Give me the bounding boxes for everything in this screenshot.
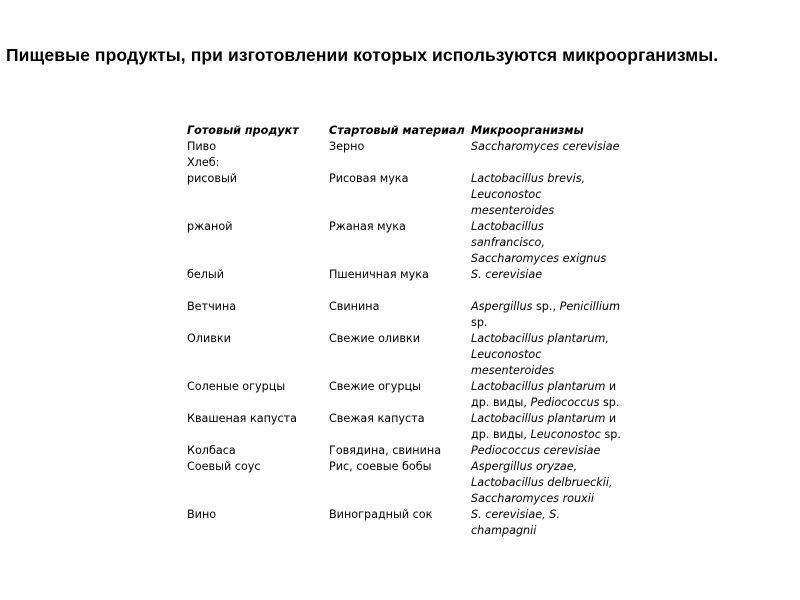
micro-text-segment: S. cerevisiae bbox=[471, 268, 543, 281]
cell-microorganisms bbox=[471, 379, 621, 411]
cell-product: Колбаса bbox=[187, 444, 236, 457]
cell-microorganisms bbox=[471, 219, 621, 267]
table-row bbox=[187, 443, 627, 459]
cell-product: белый bbox=[187, 268, 225, 281]
table-row bbox=[187, 379, 627, 411]
micro-text-segment: S. cerevisiae, S. champagnii bbox=[471, 508, 560, 537]
cell-material: Говядина, свинина bbox=[329, 444, 442, 457]
micro-text-segment: Lactobacillus brevis, Leuconostoc mesenteroides bbox=[471, 172, 586, 217]
cell-microorganisms bbox=[471, 331, 621, 379]
cell-microorganisms bbox=[471, 299, 621, 331]
cell-material: Рисовая мука bbox=[329, 172, 409, 185]
micro-text-segment: Aspergillus bbox=[471, 300, 533, 313]
cell-material: Свежие огурцы bbox=[329, 380, 421, 393]
micro-text-segment: sp. bbox=[600, 428, 621, 441]
header-microorganisms: Микроорганизмы bbox=[471, 124, 584, 137]
table-row bbox=[187, 331, 627, 379]
micro-text-segment: Aspergillus oryzae, Lactobacillus delbrueckii, Saccharomyces rouxii bbox=[471, 460, 613, 505]
micro-text-segment: Lactobacillus plantarum, Leuconostoc mesenteroides bbox=[471, 332, 609, 377]
micro-text-segment: и др. виды, bbox=[471, 412, 617, 441]
row-spacer bbox=[187, 283, 627, 299]
table-row bbox=[187, 155, 627, 171]
cell-product: Ветчина bbox=[187, 300, 237, 313]
micro-text-segment: sp., bbox=[532, 300, 560, 313]
table-body bbox=[187, 139, 627, 539]
cell-material: Свежие оливки bbox=[329, 332, 420, 345]
table-row bbox=[187, 459, 627, 507]
cell-product: Пиво bbox=[187, 140, 217, 153]
micro-text-segment: sp. bbox=[471, 316, 488, 329]
micro-text-segment: Saccharomyces cerevisiae bbox=[471, 140, 620, 153]
cell-material: Свежая капуста bbox=[329, 412, 425, 425]
cell-material: Свинина bbox=[329, 300, 380, 313]
food-microorganisms-table bbox=[187, 123, 627, 539]
cell-microorganisms bbox=[471, 171, 621, 219]
cell-material: Рис, соевые бобы bbox=[329, 460, 432, 473]
table-row bbox=[187, 267, 627, 283]
cell-product: ржаной bbox=[187, 220, 233, 233]
cell-microorganisms bbox=[471, 411, 621, 443]
cell-product: Соленые огурцы bbox=[187, 380, 286, 393]
micro-text-segment: Lactobacillus sanfrancisco, Saccharomyces exignus bbox=[471, 220, 607, 265]
cell-product: Квашеная капуста bbox=[187, 412, 298, 425]
header-product: Готовый продукт bbox=[187, 124, 299, 137]
cell-microorganisms bbox=[471, 139, 621, 155]
cell-microorganisms bbox=[471, 459, 621, 507]
header-material: Стартовый материал bbox=[329, 124, 465, 137]
cell-material: Зерно bbox=[329, 140, 365, 153]
micro-text-segment: и др. виды, bbox=[471, 380, 617, 409]
table-header-row bbox=[187, 123, 627, 139]
table-row bbox=[187, 507, 627, 539]
cell-product: Оливки bbox=[187, 332, 231, 345]
cell-microorganisms bbox=[471, 507, 621, 539]
page-title: Пищевые продукты, при изготовлении которых используются микроорганизмы. bbox=[6, 45, 719, 65]
table-row bbox=[187, 411, 627, 443]
micro-text-segment: Lactobacillus plantarum bbox=[471, 412, 606, 425]
cell-microorganisms bbox=[471, 267, 621, 283]
cell-material: Ржаная мука bbox=[329, 220, 406, 233]
cell-material: Пшеничная мука bbox=[329, 268, 429, 281]
micro-text-segment: Pediococcus cerevisiae bbox=[471, 444, 601, 457]
micro-text-segment: Pediococcus bbox=[530, 396, 600, 409]
cell-product: рисовый bbox=[187, 172, 238, 185]
cell-product: Хлеб: bbox=[187, 156, 220, 169]
table-row bbox=[187, 219, 627, 267]
table-row bbox=[187, 139, 627, 155]
cell-material: Виноградный сок bbox=[329, 508, 433, 521]
table-row bbox=[187, 299, 627, 331]
micro-text-segment: Leuconostoc bbox=[530, 428, 601, 441]
cell-product: Вино bbox=[187, 508, 217, 521]
micro-text-segment: Penicillium bbox=[559, 300, 620, 313]
cell-product: Соевый соус bbox=[187, 460, 261, 473]
cell-microorganisms bbox=[471, 443, 621, 459]
table-row bbox=[187, 171, 627, 219]
micro-text-segment: Lactobacillus plantarum bbox=[471, 380, 606, 393]
micro-text-segment: sp. bbox=[599, 396, 620, 409]
